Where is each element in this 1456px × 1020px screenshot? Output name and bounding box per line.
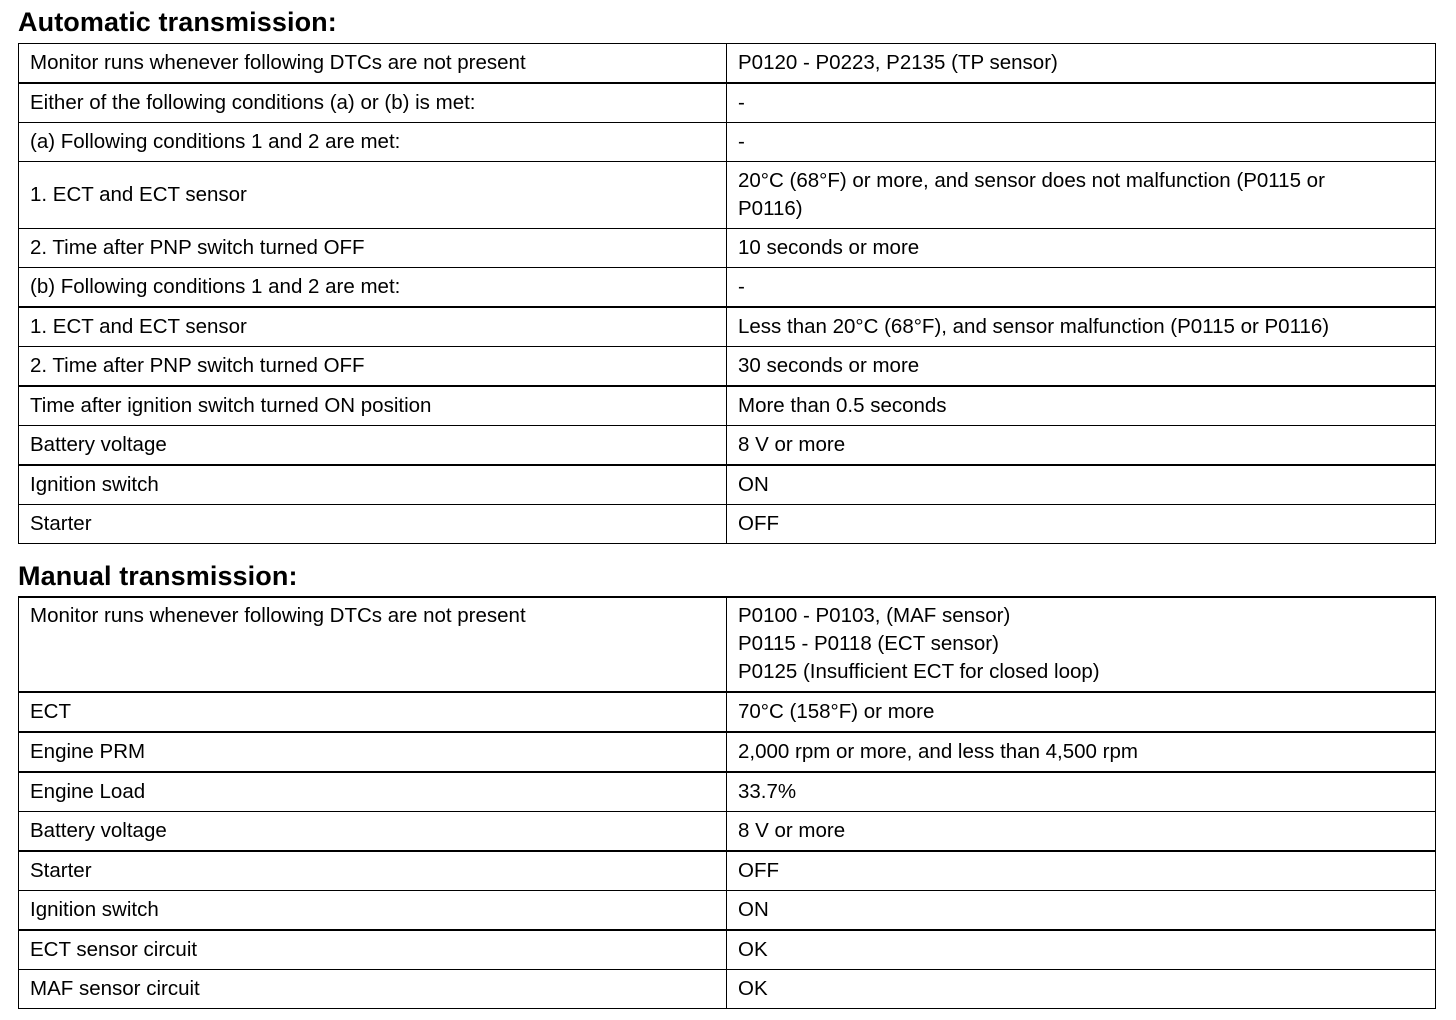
condition-value: 10 seconds or more [727,229,1436,268]
condition-value: OFF [727,505,1436,544]
condition-value [727,597,1436,692]
condition-label: Starter [19,851,727,891]
condition-label: 2. Time after PNP switch turned OFF [19,229,727,268]
condition-value: ON [727,465,1436,505]
value-line: P0100 - P0103, (MAF sensor) [738,604,1011,627]
table-row [19,465,1436,505]
table-row [19,268,1436,308]
condition-label: ECT sensor circuit [19,930,727,970]
table-row [19,386,1436,426]
condition-label: Engine PRM [19,732,727,772]
condition-label: Monitor runs whenever following DTCs are not present [19,44,727,84]
condition-value: 70°C (158°F) or more [727,692,1436,732]
condition-value: OK [727,930,1436,970]
condition-label: 2. Time after PNP switch turned OFF [19,347,727,387]
table-row [19,123,1436,162]
manual-transmission-heading: Manual transmission: [18,561,298,591]
condition-value: - [727,123,1436,162]
automatic-transmission-heading: Automatic transmission: [18,7,337,37]
condition-value: 2,000 rpm or more, and less than 4,500 rpm [727,732,1436,772]
condition-value: 8 V or more [727,426,1436,466]
condition-label: Time after ignition switch turned ON position [19,386,727,426]
table-row [19,307,1436,347]
condition-label: Ignition switch [19,891,727,931]
condition-label: (a) Following conditions 1 and 2 are met: [19,123,727,162]
table-row [19,83,1436,123]
condition-label: Ignition switch [19,465,727,505]
condition-label: Engine Load [19,772,727,812]
condition-value: 30 seconds or more [727,347,1436,387]
table-row [19,732,1436,772]
value-line: P0115 - P0118 (ECT sensor) [738,632,999,655]
condition-value: P0120 - P0223, P2135 (TP sensor) [727,44,1436,84]
condition-value: - [727,268,1436,308]
table-row [19,970,1436,1009]
table-row [19,597,1436,692]
condition-value: 8 V or more [727,812,1436,852]
value-line: P0125 (Insufficient ECT for closed loop) [738,660,1100,683]
table-row [19,426,1436,466]
automatic-transmission-table [18,43,1436,544]
table-row [19,930,1436,970]
condition-label: Either of the following conditions (a) or (b) is met: [19,83,727,123]
condition-value: More than 0.5 seconds [727,386,1436,426]
condition-value: Less than 20°C (68°F), and sensor malfunction (P0115 or P0116) [727,307,1436,347]
condition-label: MAF sensor circuit [19,970,727,1009]
value-line: 20°C (68°F) or more, and sensor does not malfunction (P0115 or [738,169,1325,192]
table-row [19,162,1436,229]
table-row [19,851,1436,891]
table-row [19,44,1436,84]
table-row [19,812,1436,852]
condition-value: - [727,83,1436,123]
condition-value: ON [727,891,1436,931]
table-row [19,891,1436,931]
condition-label: 1. ECT and ECT sensor [19,162,727,229]
table-row [19,692,1436,732]
table-row [19,347,1436,387]
condition-label: ECT [19,692,727,732]
condition-label: Monitor runs whenever following DTCs are not present [19,597,727,692]
table-row [19,229,1436,268]
condition-label: 1. ECT and ECT sensor [19,307,727,347]
value-line: P0116) [738,197,803,220]
condition-label: Starter [19,505,727,544]
table-row [19,505,1436,544]
condition-value [727,162,1436,229]
condition-label: (b) Following conditions 1 and 2 are met: [19,268,727,308]
condition-label: Battery voltage [19,426,727,466]
condition-label: Battery voltage [19,812,727,852]
condition-value: 33.7% [727,772,1436,812]
table-row [19,772,1436,812]
condition-value: OFF [727,851,1436,891]
manual-transmission-table [18,596,1436,1009]
condition-value: OK [727,970,1436,1009]
